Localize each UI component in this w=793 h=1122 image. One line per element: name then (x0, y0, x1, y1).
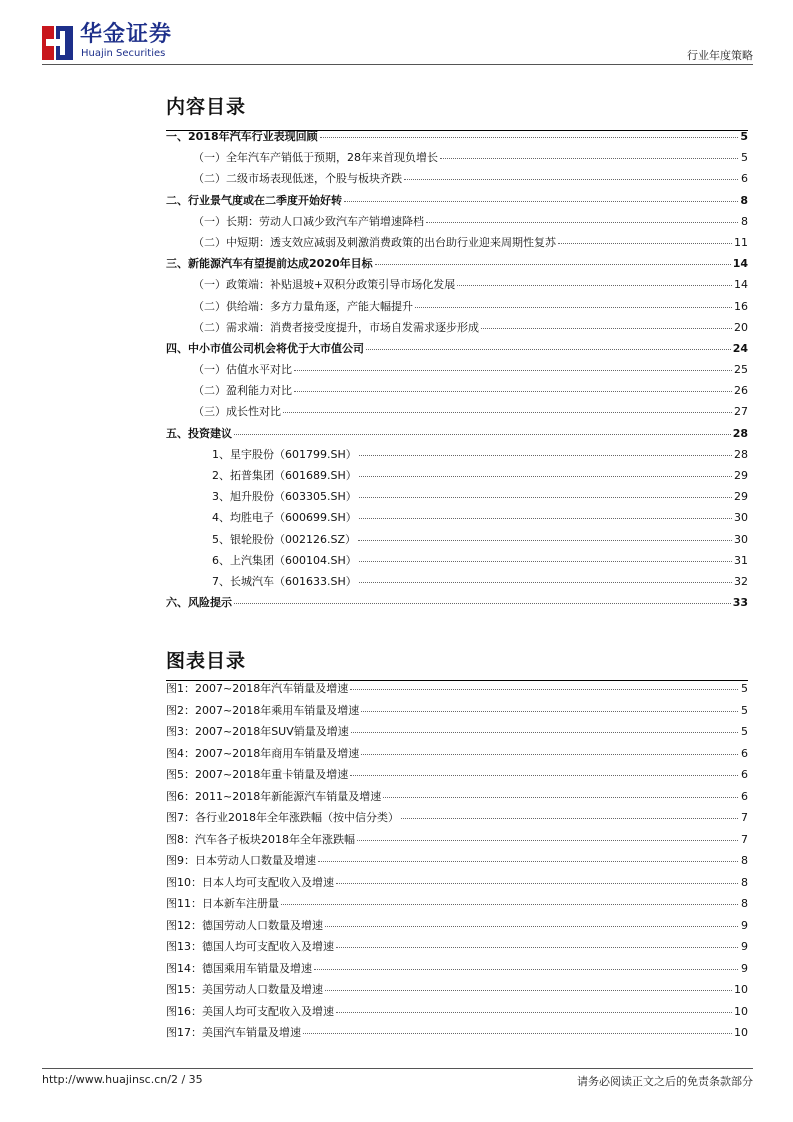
dot-leader (281, 904, 738, 905)
dot-leader (314, 969, 738, 970)
entry-page-number: 25 (734, 363, 748, 377)
toc-entry[interactable] (166, 298, 748, 319)
toc-entry[interactable] (166, 128, 748, 149)
toc-entry[interactable] (166, 425, 748, 446)
entry-page-number: 6 (741, 172, 748, 186)
toc-entry[interactable] (166, 361, 748, 382)
entry-page-number: 7 (741, 832, 748, 846)
entry-page-number: 27 (734, 405, 748, 419)
dot-leader (440, 158, 738, 159)
entry-page-number: 10 (734, 983, 748, 996)
entry-page-number: 5 (740, 130, 748, 143)
entry-page-number: 5 (741, 725, 748, 738)
dot-leader (283, 412, 732, 413)
entry-title: 图13：德国人均可支配收入及增速 (166, 940, 334, 953)
dot-leader (320, 137, 738, 138)
dot-leader (351, 732, 738, 733)
entry-title: 图9：日本劳动人口数量及增速 (166, 854, 316, 867)
dot-leader (415, 307, 732, 308)
footer-url-page[interactable]: http://www.huajinsc.cn/2 / 35 (42, 1073, 203, 1086)
entry-title: 图15：美国劳动人口数量及增速 (166, 983, 323, 996)
dot-leader (359, 518, 732, 519)
entry-title: 图6：2011~2018年新能源汽车销量及增速 (166, 789, 382, 803)
brand-name-en: Huajin Securities (81, 48, 166, 59)
entry-title: 4、均胜电子（600699.SH） (212, 511, 357, 525)
figure-entry[interactable] (166, 895, 748, 917)
entry-page-number: 8 (740, 193, 748, 207)
dot-leader (294, 370, 732, 371)
entry-page-number: 9 (741, 940, 748, 953)
entry-page-number: 20 (734, 320, 748, 334)
dot-leader (336, 883, 738, 884)
toc-entry[interactable] (166, 594, 748, 615)
entry-title: 三、新能源汽车有望提前达成2020年目标 (166, 257, 373, 271)
figure-entry[interactable] (166, 981, 748, 1003)
toc-entry[interactable] (166, 276, 748, 297)
entry-title: 六、风险提示 (166, 596, 232, 610)
dot-leader (481, 328, 732, 329)
dot-leader (303, 1033, 732, 1034)
entry-title: （二）中短期：透支效应减弱及刺激消费政策的出台助行业迎来周期性复苏 (193, 235, 556, 249)
entry-title: 2、拓普集团（601689.SH） (212, 469, 357, 482)
figure-entry[interactable] (166, 788, 748, 810)
entry-title: 四、中小市值公司机会将优于大市值公司 (166, 341, 364, 355)
entry-page-number: 16 (734, 299, 748, 313)
dot-leader (558, 243, 732, 244)
toc-entry[interactable] (166, 552, 748, 573)
brand-name-cn: 华金证券 (80, 22, 173, 47)
entry-title: 一、2018年汽车行业表现回顾 (166, 130, 318, 143)
footer-disclaimer: 请务必阅读正文之后的免责条款部分 (577, 1075, 753, 1088)
entry-page-number: 14 (732, 257, 748, 271)
entry-title: 五、投资建议 (166, 426, 232, 440)
header-divider (42, 64, 753, 65)
entry-title: （二）供给端：多方力量角逐，产能大幅提升 (193, 299, 413, 313)
entry-title: 图17：美国汽车销量及增速 (166, 1026, 301, 1039)
entry-title: 图11：日本新车注册量 (166, 897, 279, 910)
entry-page-number: 8 (741, 875, 748, 889)
dot-leader (325, 926, 738, 927)
figure-entry[interactable] (166, 745, 748, 767)
dot-leader (383, 797, 738, 798)
figure-entry[interactable] (166, 702, 748, 724)
dot-leader (359, 476, 732, 477)
entry-title: 二、行业景气度或在二季度开始好转 (166, 193, 342, 207)
dot-leader (401, 818, 738, 819)
toc-entry[interactable] (166, 340, 748, 361)
entry-title: 图4：2007~2018年商用车销量及增速 (166, 746, 360, 760)
entry-page-number: 30 (734, 511, 748, 525)
toc-entry[interactable] (166, 403, 748, 424)
figure-entry[interactable] (166, 960, 748, 982)
toc-entry[interactable] (166, 149, 748, 170)
dot-leader (375, 264, 731, 265)
dot-leader (344, 201, 738, 202)
dot-leader (325, 990, 732, 991)
toc-list (166, 128, 748, 615)
dot-leader (359, 561, 732, 562)
entry-page-number: 28 (732, 426, 748, 440)
dot-leader (318, 861, 738, 862)
toc-title: 内容目录 (166, 96, 247, 118)
toc-entry[interactable] (166, 319, 748, 340)
entry-page-number: 6 (741, 789, 748, 803)
figure-entry[interactable] (166, 874, 748, 896)
entry-title: 图7：各行业2018年全年涨跌幅（按中信分类） (166, 811, 399, 824)
dot-leader (294, 391, 732, 392)
entry-title: 5、银轮股份（002126.SZ） (212, 532, 357, 546)
entry-title: 7、长城汽车（601633.SH） (212, 574, 357, 588)
entry-page-number: 5 (741, 703, 748, 717)
entry-title: 图5：2007~2018年重卡销量及增速 (166, 768, 349, 781)
toc-entry[interactable] (166, 213, 748, 234)
entry-page-number: 14 (734, 278, 748, 292)
entry-page-number: 9 (741, 918, 748, 932)
figure-entry[interactable] (166, 680, 748, 702)
dot-leader (457, 285, 732, 286)
figure-entry[interactable] (166, 1003, 748, 1025)
entry-title: 图16：美国人均可支配收入及增速 (166, 1004, 334, 1018)
figure-entry[interactable] (166, 852, 748, 874)
dot-leader (366, 349, 731, 350)
entry-page-number: 8 (741, 854, 748, 867)
toc-entry[interactable] (166, 446, 748, 467)
entry-page-number: 5 (741, 151, 748, 165)
entry-page-number: 24 (732, 341, 748, 355)
dot-leader (359, 455, 732, 456)
figure-entry[interactable] (166, 831, 748, 853)
toc-entry[interactable] (166, 467, 748, 488)
entry-page-number: 8 (741, 214, 748, 228)
entry-page-number: 10 (734, 1004, 748, 1018)
toc-entry[interactable] (166, 234, 748, 255)
toc-entry[interactable] (166, 255, 748, 276)
entry-page-number: 28 (734, 447, 748, 461)
figure-entry[interactable] (166, 809, 748, 831)
toc-entry[interactable] (166, 382, 748, 403)
entry-page-number: 11 (734, 235, 748, 249)
entry-page-number: 6 (741, 768, 748, 781)
entry-title: 图8：汽车各子板块2018年全年涨跌幅 (166, 832, 355, 846)
entry-title: （二）二级市场表现低迷，个股与板块齐跌 (193, 172, 402, 186)
toc-entry[interactable] (166, 509, 748, 530)
entry-page-number: 10 (734, 1026, 748, 1039)
entry-title: 图12：德国劳动人口数量及增速 (166, 918, 323, 932)
entry-title: 图10：日本人均可支配收入及增速 (166, 875, 334, 889)
figures-title: 图表目录 (166, 650, 247, 672)
dot-leader (234, 603, 731, 604)
figure-entry[interactable] (166, 1024, 748, 1046)
figure-entry[interactable] (166, 723, 748, 745)
entry-title: 图1：2007~2018年汽车销量及增速 (166, 682, 349, 695)
entry-title: （一）全年汽车产销低于预期，28年来首现负增长 (193, 151, 438, 165)
entry-page-number: 6 (741, 746, 748, 760)
dot-leader (350, 775, 738, 776)
entry-page-number: 32 (734, 574, 748, 588)
entry-page-number: 30 (734, 532, 748, 546)
footer-divider (42, 1068, 753, 1069)
entry-title: 图14：德国乘用车销量及增速 (166, 961, 312, 975)
entry-title: 1、星宇股份（601799.SH） (212, 447, 357, 461)
entry-page-number: 33 (732, 596, 748, 610)
dot-leader (357, 840, 738, 841)
entry-page-number: 29 (734, 490, 748, 504)
page-header (0, 0, 793, 70)
figure-entry[interactable] (166, 917, 748, 939)
dot-leader (350, 689, 738, 690)
dot-leader (426, 222, 738, 223)
toc-entry[interactable] (166, 192, 748, 213)
entry-title: （二）需求端：消费者接受度提升，市场自发需求逐步形成 (193, 320, 479, 334)
entry-page-number: 9 (741, 961, 748, 975)
dot-leader (361, 754, 738, 755)
toc-entry[interactable] (166, 531, 748, 552)
entry-page-number: 31 (734, 553, 748, 567)
toc-entry[interactable] (166, 573, 748, 594)
entry-page-number: 29 (734, 469, 748, 482)
dot-leader (336, 947, 738, 948)
entry-page-number: 7 (741, 811, 748, 824)
huajin-logo-icon (42, 26, 73, 60)
figure-entry[interactable] (166, 938, 748, 960)
entry-title: 图3：2007~2018年SUV销量及增速 (166, 725, 349, 738)
figures-list (166, 680, 748, 1046)
figure-entry[interactable] (166, 766, 748, 788)
entry-title: （一）长期：劳动人口减少致汽车产销增速降档 (193, 214, 424, 228)
entry-title: （一）政策端：补贴退坡+双积分政策引导市场化发展 (193, 278, 456, 292)
entry-page-number: 8 (741, 897, 748, 910)
dot-leader (336, 1012, 732, 1013)
entry-title: （一）估值水平对比 (193, 363, 292, 377)
dot-leader (234, 434, 731, 435)
entry-page-number: 26 (734, 384, 748, 398)
entry-title: 3、旭升股份（603305.SH） (212, 490, 357, 504)
entry-title: （三）成长性对比 (193, 405, 281, 419)
dot-leader (404, 179, 738, 180)
report-type-tag: 行业年度策略 (687, 49, 753, 62)
entry-title: 6、上汽集团（600104.SH） (212, 553, 357, 567)
dot-leader (359, 497, 732, 498)
toc-entry[interactable] (166, 170, 748, 191)
entry-page-number: 5 (741, 682, 748, 695)
dot-leader (359, 582, 732, 583)
entry-title: （二）盈利能力对比 (193, 384, 292, 398)
dot-leader (358, 540, 732, 541)
entry-title: 图2：2007~2018年乘用车销量及增速 (166, 703, 360, 717)
toc-entry[interactable] (166, 488, 748, 509)
dot-leader (361, 711, 738, 712)
